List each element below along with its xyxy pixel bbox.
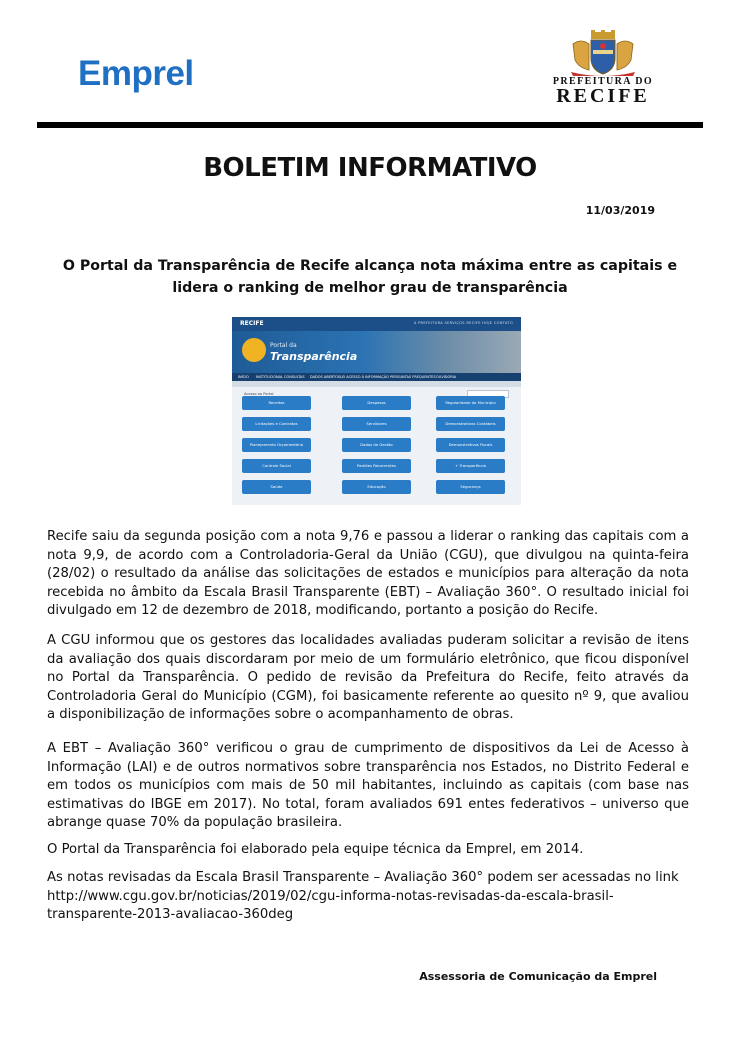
portal-tile: Controle Social — [242, 459, 311, 473]
portal-nav — [232, 373, 521, 381]
signature: Assessoria de Comunicação da Emprel — [419, 970, 657, 983]
portal-nav-item: CONSULTAS — [284, 375, 305, 379]
portal-nav-item: INÍCIO — [238, 375, 249, 379]
paragraph-emprel: O Portal da Transparência foi elaborado pela equipe técnica da Emprel, em 2014. — [47, 842, 584, 857]
portal-tile: Saúde — [242, 480, 311, 494]
portal-top-links: A PREFEITURA SERVIÇOS RECIFE HOJE CONTATO — [413, 321, 513, 325]
portal-brand: RECIFE — [240, 320, 264, 327]
portal-tile: Segurança — [436, 480, 505, 494]
paragraph-revision: A CGU informou que os gestores das localidades avaliadas puderam solicitar a revisão de itens da avaliação dos quais discordaram por meio de um formulário eletrônico, que ficou disponível no Portal da Transparência. O pedido de revisão da Prefeitura do Recife, feito através da Controladoria Geral do Município (CGM), foi basicamente referente ao quesito nº 9, que avaliou a disponibilização de informações sobre o acompanhamento de obras. — [47, 633, 689, 723]
prefeitura-label: PREFEITURA DO — [552, 76, 654, 87]
portal-nav-item: LEI ACESSO À INFORMAÇÃO — [340, 375, 389, 379]
paragraph-ranking: Recife saiu da segunda posição com a nota 9,76 e passou a liderar o ranking das capitais com a nota 9,9, de acordo com a Controladoria-Geral da União (CGU), que divulgou na quinta-feira (28/02) o resultado da análise das solicitações de estados e municípios para alteração da nota recebida no âmbito da Escala Brasil Transparente (EBT) – Avaliação 360°. O resultado inicial foi divulgado em 12 de dezembro de 2018, modificando, portanto a posição do Recife. — [47, 529, 689, 619]
emprel-logo: Emprel — [78, 54, 194, 93]
paragraph-ebt: A EBT – Avaliação 360° verificou o grau de cumprimento de dispositivos da Lei de Acesso à Informação (LAI) e de outros normativos sobre transparência nos Estados, no Distrito Federal e em todos os municípios com mais de 50 mil habitantes, incluindo as capitais (com base nas estimativas do IBGE em 2017). No total, foram avaliados 691 entes federativos – universo que abrange quase 70% da população brasileira. — [47, 741, 689, 831]
portal-nav-item: DADOS ABERTOS — [310, 375, 341, 379]
header-divider — [37, 122, 703, 128]
portal-tile: Servidores — [342, 417, 411, 431]
portal-tile: Dados de Gestão — [342, 438, 411, 452]
portal-tile: Licitações e Contratos — [242, 417, 311, 431]
portal-nav-item: OUVIDORIA — [436, 375, 457, 379]
coat-of-arms-icon — [563, 30, 643, 76]
headline: O Portal da Transparência de Recife alcança nota máxima entre as capitais e lidera o ranking de melhor grau de transparência — [62, 258, 678, 296]
portal-tile: Demonstrativos Fiscais — [436, 438, 505, 452]
portal-banner-subtitle: Portal da — [270, 342, 297, 349]
portal-tile: Regularidade do Município — [436, 396, 505, 410]
portal-tile: + Transparência — [436, 459, 505, 473]
paragraph-link: As notas revisadas da Escala Brasil Transparente – Avaliação 360° podem ser acessadas no link http://www.cgu.gov.br/noticias/2019/02/cgu-informa-notas-revisadas-da-escala-brasil-transparente-2013-avaliacao-360deg — [47, 870, 679, 923]
portal-tile: Despesas — [342, 396, 411, 410]
portal-tile: Demonstrativos Contábeis — [436, 417, 505, 431]
magnifier-icon — [242, 338, 266, 362]
prefeitura-recife-logo — [548, 30, 658, 110]
portal-banner-title: Transparência — [270, 350, 358, 363]
portal-search-label: Acesso ao Portal — [244, 392, 274, 396]
portal-tile: Padrões Recorrentes — [342, 459, 411, 473]
portal-screenshot-image — [232, 317, 521, 505]
recife-label: RECIFE — [556, 85, 650, 107]
portal-banner — [232, 331, 521, 373]
portal-tile: Planejamento Orçamentário — [242, 438, 311, 452]
document-date: 11/03/2019 — [585, 204, 655, 217]
document-title: BOLETIM INFORMATIVO — [203, 153, 537, 183]
portal-nav-item: INSTITUCIONAL — [256, 375, 283, 379]
portal-top-bar — [232, 317, 521, 331]
portal-nav-item: PERGUNTAS FREQUENTES — [390, 375, 436, 379]
portal-tile: Educação — [342, 480, 411, 494]
portal-tile: Receitas — [242, 396, 311, 410]
